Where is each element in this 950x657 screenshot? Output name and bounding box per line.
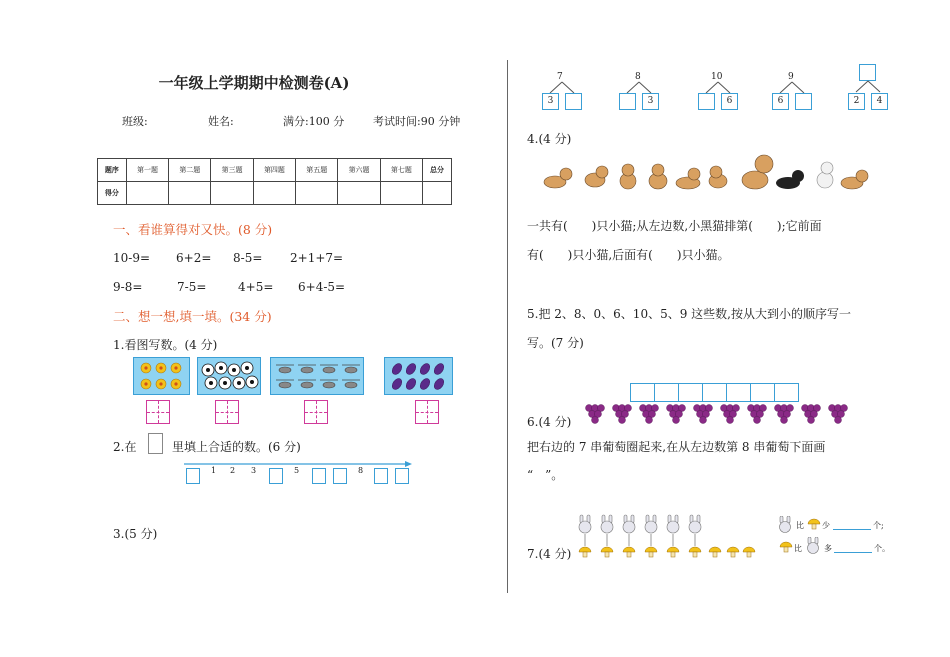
number-tree	[538, 68, 586, 112]
answer-grid-box[interactable]	[304, 400, 328, 424]
rabbit-icon	[805, 537, 823, 555]
calc-4: 2+1+7=	[290, 251, 344, 265]
q3-label: 3.(5 分)	[113, 527, 158, 541]
th-q1: 第一题	[126, 159, 168, 182]
q4-line2: 有( )只小猫,后面有( )只小猫。	[527, 248, 730, 262]
full-score: 满分:100 分	[283, 115, 345, 128]
helicopter-picture	[270, 357, 364, 395]
th-total: 总分	[423, 159, 452, 182]
ball-picture	[197, 357, 261, 395]
rabbit-icon	[777, 516, 795, 534]
tree-right-box[interactable]: 6	[721, 93, 738, 110]
th-q7: 第七题	[380, 159, 422, 182]
tree-branches	[844, 80, 892, 94]
q2-suffix: 里填上合适的数。(6 分)	[172, 440, 301, 454]
cmp1-unit: 个;	[873, 521, 884, 530]
exam-time: 考试时间:90 分钟	[373, 115, 461, 128]
tree-top-number: 8	[635, 72, 641, 82]
cmp2-word-a: 比	[794, 544, 802, 553]
tree-left-box[interactable]	[698, 93, 715, 110]
q6-label: 6.(4 分)	[527, 415, 572, 429]
calc-8: 6+4-5=	[298, 280, 346, 294]
tree-left-box[interactable]: 2	[848, 93, 865, 110]
tree-top-number: 10	[711, 72, 723, 82]
cmp1-word-b: 少	[822, 521, 830, 530]
tree-right-box[interactable]	[795, 93, 812, 110]
score-cell[interactable]	[423, 182, 452, 205]
q6-line2: “ ”。	[527, 468, 564, 482]
tree-left-box[interactable]	[619, 93, 636, 110]
calc-1: 10-9=	[113, 251, 151, 265]
tick-label: 8	[358, 466, 364, 475]
cmp2-word-b: 多	[824, 544, 832, 553]
score-cell[interactable]	[296, 182, 338, 205]
sample-box	[148, 433, 163, 454]
number-tree	[768, 68, 816, 112]
number-tree	[694, 68, 742, 112]
th-q5: 第五题	[296, 159, 338, 182]
q6-line1: 把右边的 7 串葡萄圈起来,在从左边数第 8 串葡萄下面画	[527, 440, 826, 454]
cmp2-answer-line[interactable]	[834, 552, 872, 553]
answer-grid-box[interactable]	[146, 400, 170, 424]
th-q4: 第四题	[253, 159, 295, 182]
calc-7: 4+5=	[238, 280, 274, 294]
soccer-ball-icon	[198, 358, 260, 394]
calc-2: 6+2=	[176, 251, 212, 265]
tree-top-number: 7	[557, 72, 563, 82]
tick-label: 5	[294, 466, 300, 475]
grapes-row	[583, 400, 853, 430]
eggplant-icon	[385, 358, 452, 394]
th-q2: 第二题	[169, 159, 211, 182]
q2-prefix: 2.在	[113, 440, 137, 454]
calc-3: 8-5=	[233, 251, 263, 265]
number-blank[interactable]	[333, 468, 347, 484]
page-title: 一年级上学期期中检测卷(A)	[158, 74, 350, 92]
score-table-row	[98, 182, 452, 205]
section1-title: 一、看谁算得对又快。(8 分)	[113, 222, 273, 237]
q1-label: 1.看图写数。(4 分)	[113, 338, 218, 352]
q5-line2: 写。(7 分)	[527, 336, 584, 350]
tree-right-box[interactable]: 4	[871, 93, 888, 110]
cat-icon	[544, 155, 868, 189]
answer-grid-box[interactable]	[415, 400, 439, 424]
q7-label: 7.(4 分)	[527, 547, 572, 561]
cmp1-word-a: 比	[796, 521, 804, 530]
name-label: 姓名:	[208, 115, 234, 128]
cats-row	[540, 150, 885, 195]
column-divider	[507, 60, 508, 593]
answer-grid-box[interactable]	[215, 400, 239, 424]
cmp2-unit: 个。	[874, 544, 890, 553]
score-cell[interactable]	[380, 182, 422, 205]
number-blank[interactable]	[312, 468, 326, 484]
row-score-label: 得分	[98, 182, 127, 205]
mushroom-icon	[579, 547, 755, 557]
th-q3: 第三题	[211, 159, 253, 182]
flower-picture	[133, 357, 190, 395]
score-cell[interactable]	[253, 182, 295, 205]
number-tree	[615, 68, 663, 112]
number-tree	[844, 64, 892, 112]
score-cell[interactable]	[338, 182, 380, 205]
q4-line1: 一共有( )只小猫;从左边数,小黑猫排第( );它前面	[527, 219, 822, 233]
tree-right-box[interactable]	[565, 93, 582, 110]
q5-line1: 5.把 2、8、0、6、10、5、9 这些数,按从大到小的顺序写一	[527, 307, 851, 321]
number-blank[interactable]	[186, 468, 200, 484]
flower-icon	[134, 358, 189, 394]
tick-label: 1	[211, 466, 217, 475]
grape-icon	[586, 405, 848, 424]
score-cell[interactable]	[211, 182, 253, 205]
rabbit-icon	[579, 515, 701, 533]
tree-right-box[interactable]: 3	[642, 93, 659, 110]
number-blank[interactable]	[374, 468, 388, 484]
tree-left-box[interactable]: 3	[542, 93, 559, 110]
score-table-header	[98, 159, 452, 182]
number-blank[interactable]	[395, 468, 409, 484]
q4-label: 4.(4 分)	[527, 132, 572, 146]
tick-label: 2	[230, 466, 236, 475]
cmp1-answer-line[interactable]	[833, 529, 871, 530]
mushroom-icon	[807, 517, 821, 531]
class-label: 班级:	[122, 115, 148, 128]
tick-label: 3	[251, 466, 257, 475]
number-blank[interactable]	[269, 468, 283, 484]
th-q6: 第六题	[338, 159, 380, 182]
score-table	[97, 158, 452, 205]
section2-title: 二、想一想,填一填。(34 分)	[113, 309, 272, 324]
calc-5: 9-8=	[113, 280, 143, 294]
tree-top-box[interactable]	[859, 64, 876, 81]
tree-left-box[interactable]: 6	[772, 93, 789, 110]
score-cell[interactable]	[169, 182, 211, 205]
rabbits-mushrooms	[577, 514, 757, 560]
tree-top-number: 9	[788, 72, 794, 82]
calc-6: 7-5=	[177, 280, 207, 294]
eggplant-picture	[384, 357, 453, 395]
th-order: 题序	[98, 159, 127, 182]
mushroom-icon	[779, 540, 793, 554]
helicopter-icon	[271, 358, 363, 394]
score-cell[interactable]	[126, 182, 168, 205]
